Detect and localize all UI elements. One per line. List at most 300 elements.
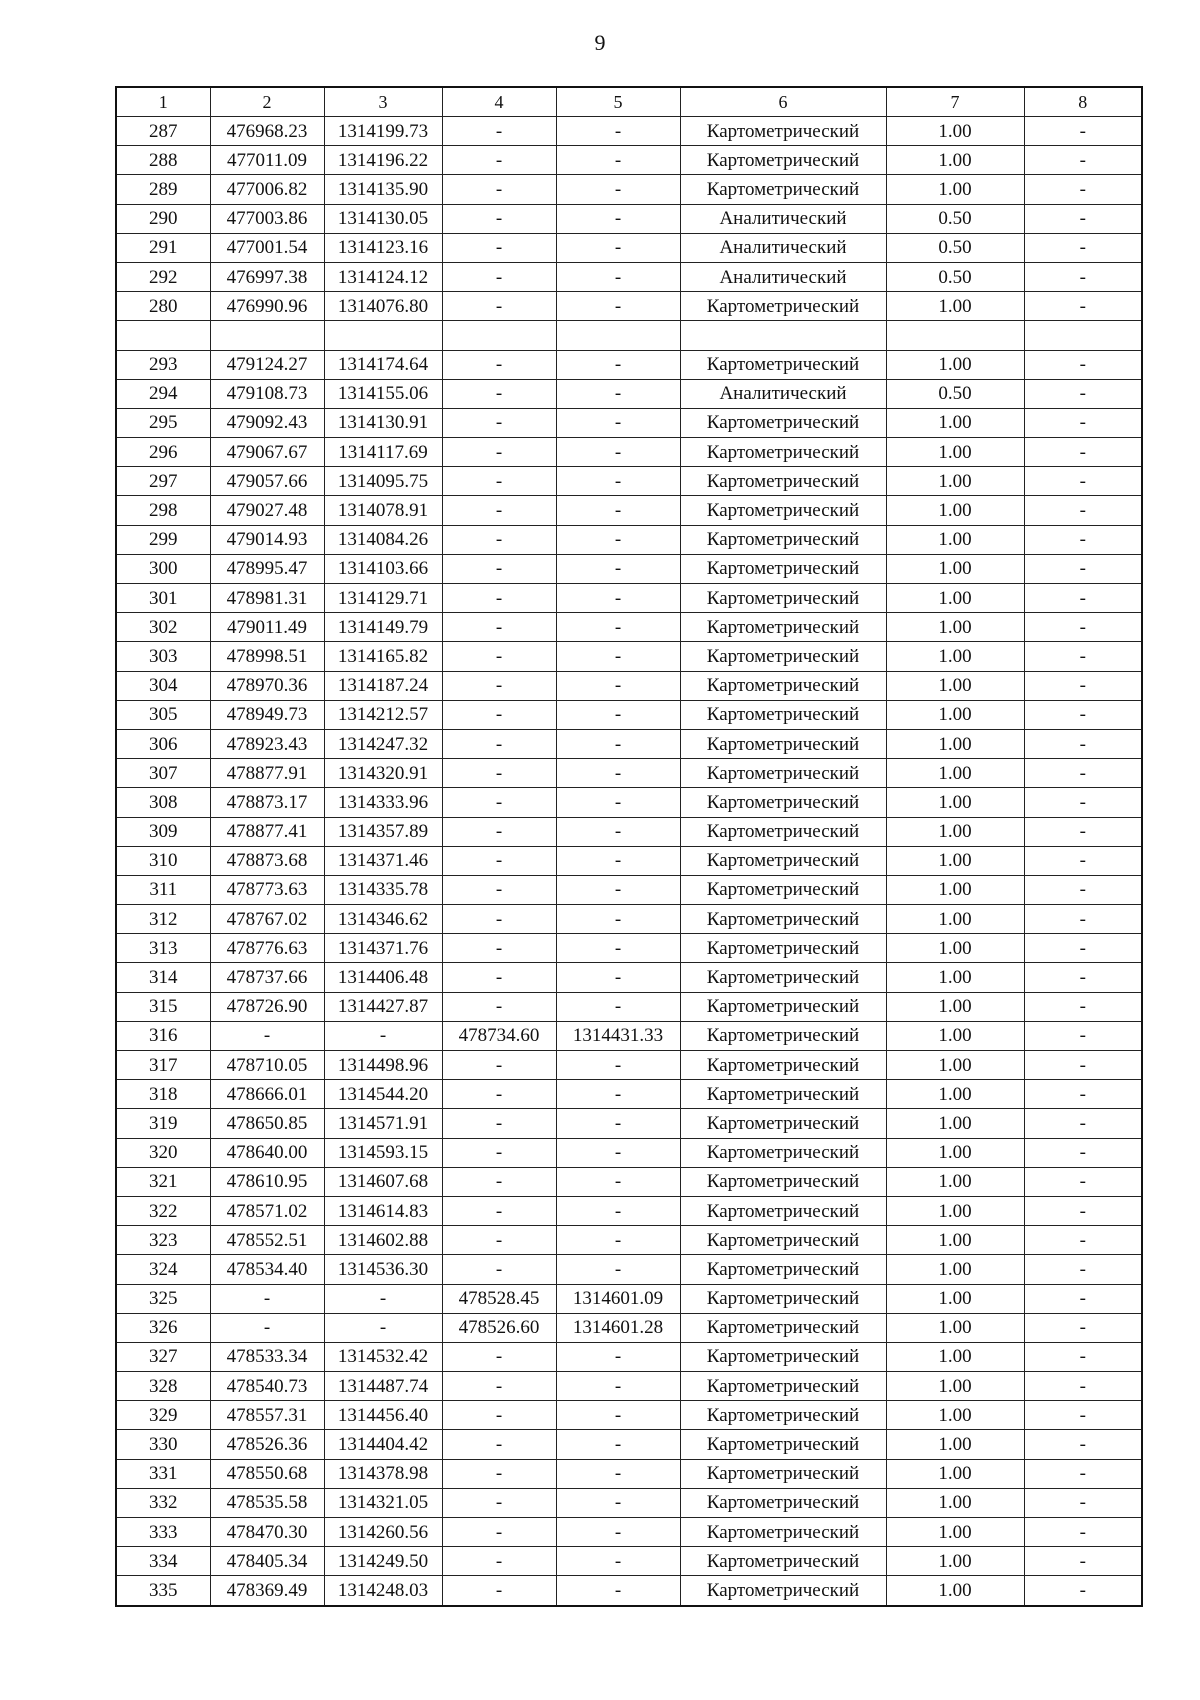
new-y-coordinate-cell: - (556, 1576, 680, 1606)
new-x-coordinate-cell: - (442, 846, 556, 875)
x-coordinate-cell: 478873.68 (210, 846, 324, 875)
new-y-coordinate-cell: - (556, 846, 680, 875)
description-cell: - (1024, 992, 1142, 1021)
x-coordinate-cell: 478970.36 (210, 671, 324, 700)
new-y-coordinate-cell: - (556, 1255, 680, 1284)
table-row (116, 467, 1142, 496)
point-number-cell: 327 (116, 1342, 210, 1371)
new-x-coordinate-cell: - (442, 1226, 556, 1255)
accuracy-cell: 1.00 (886, 1226, 1024, 1255)
description-cell: - (1024, 262, 1142, 291)
method-cell: Картометрический (680, 1313, 886, 1342)
column-header: 3 (324, 87, 442, 117)
new-y-coordinate-cell: - (556, 496, 680, 525)
new-x-coordinate-cell: - (442, 438, 556, 467)
description-cell: - (1024, 584, 1142, 613)
new-x-coordinate-cell: - (442, 788, 556, 817)
point-number-cell: 300 (116, 554, 210, 583)
column-header: 8 (1024, 87, 1142, 117)
accuracy-cell: 1.00 (886, 992, 1024, 1021)
x-coordinate-cell: 478640.00 (210, 1138, 324, 1167)
method-cell: Картометрический (680, 584, 886, 613)
point-number-cell: 296 (116, 438, 210, 467)
point-number-cell: 305 (116, 700, 210, 729)
point-number-cell: 292 (116, 262, 210, 291)
new-x-coordinate-cell: - (442, 584, 556, 613)
new-y-coordinate-cell: - (556, 204, 680, 233)
description-cell: - (1024, 350, 1142, 379)
accuracy-cell: 1.00 (886, 817, 1024, 846)
point-number-cell: 314 (116, 963, 210, 992)
accuracy-cell: 1.00 (886, 525, 1024, 554)
new-y-coordinate-cell: - (556, 1109, 680, 1138)
table-row (116, 934, 1142, 963)
method-cell: Картометрический (680, 1109, 886, 1138)
method-cell: Картометрический (680, 525, 886, 554)
new-y-coordinate-cell: - (556, 1167, 680, 1196)
description-cell: - (1024, 1021, 1142, 1050)
accuracy-cell: 1.00 (886, 1284, 1024, 1313)
y-coordinate-cell: 1314406.48 (324, 963, 442, 992)
x-coordinate-cell: 478470.30 (210, 1518, 324, 1547)
point-number-cell: 321 (116, 1167, 210, 1196)
new-x-coordinate-cell: - (442, 1372, 556, 1401)
table-row (116, 525, 1142, 554)
new-y-coordinate-cell: - (556, 642, 680, 671)
new-y-coordinate-cell: - (556, 1430, 680, 1459)
new-x-coordinate-cell: - (442, 905, 556, 934)
x-coordinate-cell: 479124.27 (210, 350, 324, 379)
table-row (116, 963, 1142, 992)
description-cell: - (1024, 613, 1142, 642)
x-coordinate-cell: 478369.49 (210, 1576, 324, 1606)
description-cell: - (1024, 934, 1142, 963)
x-coordinate-cell: 478540.73 (210, 1372, 324, 1401)
point-number-cell: 289 (116, 175, 210, 204)
accuracy-cell: 1.00 (886, 1372, 1024, 1401)
new-x-coordinate-cell: - (442, 1547, 556, 1576)
method-cell: Аналитический (680, 379, 886, 408)
description-cell: - (1024, 700, 1142, 729)
new-x-coordinate-cell: 478526.60 (442, 1313, 556, 1342)
method-cell: Аналитический (680, 233, 886, 262)
new-x-coordinate-cell: - (442, 1167, 556, 1196)
table-row (116, 846, 1142, 875)
description-cell: - (1024, 905, 1142, 934)
description-cell: - (1024, 759, 1142, 788)
accuracy-cell: 0.50 (886, 262, 1024, 291)
method-cell: Картометрический (680, 1459, 886, 1488)
description-cell: - (1024, 1430, 1142, 1459)
point-number-cell: 303 (116, 642, 210, 671)
point-number-cell: 280 (116, 292, 210, 321)
point-number-cell: 324 (116, 1255, 210, 1284)
x-coordinate-cell: 479014.93 (210, 525, 324, 554)
new-x-coordinate-cell: - (442, 1430, 556, 1459)
new-x-coordinate-cell: - (442, 1576, 556, 1606)
method-cell: Картометрический (680, 613, 886, 642)
description-cell: - (1024, 1518, 1142, 1547)
new-x-coordinate-cell: - (442, 262, 556, 291)
description-cell: - (1024, 146, 1142, 175)
accuracy-cell: 1.00 (886, 1167, 1024, 1196)
y-coordinate-cell: 1314487.74 (324, 1372, 442, 1401)
new-y-coordinate-cell: - (556, 788, 680, 817)
new-y-coordinate-cell: - (556, 1518, 680, 1547)
y-coordinate-cell: 1314593.15 (324, 1138, 442, 1167)
y-coordinate-cell: 1314607.68 (324, 1167, 442, 1196)
new-y-coordinate-cell: - (556, 525, 680, 554)
point-number-cell: 322 (116, 1196, 210, 1225)
new-x-coordinate-cell: - (442, 1138, 556, 1167)
x-coordinate-cell: 478526.36 (210, 1430, 324, 1459)
point-number-cell: 309 (116, 817, 210, 846)
coordinates-table (115, 86, 1143, 1607)
method-cell: Картометрический (680, 146, 886, 175)
description-cell: - (1024, 875, 1142, 904)
accuracy-cell: 1.00 (886, 1547, 1024, 1576)
y-coordinate-cell: 1314260.56 (324, 1518, 442, 1547)
y-coordinate-cell: 1314135.90 (324, 175, 442, 204)
new-x-coordinate-cell: - (442, 992, 556, 1021)
description-cell: - (1024, 292, 1142, 321)
new-x-coordinate-cell: - (442, 1051, 556, 1080)
new-x-coordinate-cell: - (442, 379, 556, 408)
new-x-coordinate-cell: - (442, 934, 556, 963)
new-y-coordinate-cell: - (556, 700, 680, 729)
accuracy-cell: 1.00 (886, 1255, 1024, 1284)
new-y-coordinate-cell: - (556, 233, 680, 262)
y-coordinate-cell: 1314249.50 (324, 1547, 442, 1576)
accuracy-cell: 1.00 (886, 613, 1024, 642)
method-cell: Картометрический (680, 1167, 886, 1196)
x-coordinate-cell: 478552.51 (210, 1226, 324, 1255)
new-x-coordinate-cell: - (442, 467, 556, 496)
y-coordinate-cell: 1314614.83 (324, 1196, 442, 1225)
method-cell: Картометрический (680, 1372, 886, 1401)
new-x-coordinate-cell: - (442, 671, 556, 700)
y-coordinate-cell: 1314212.57 (324, 700, 442, 729)
table-row (116, 292, 1142, 321)
point-number-cell: 290 (116, 204, 210, 233)
method-cell: Картометрический (680, 992, 886, 1021)
y-coordinate-cell: - (324, 1021, 442, 1050)
new-y-coordinate-cell: - (556, 262, 680, 291)
description-cell: - (1024, 525, 1142, 554)
table-row (116, 408, 1142, 437)
accuracy-cell: 1.00 (886, 1138, 1024, 1167)
x-coordinate-cell: 476997.38 (210, 262, 324, 291)
x-coordinate-cell: 478610.95 (210, 1167, 324, 1196)
x-coordinate-cell: 476968.23 (210, 117, 324, 146)
y-coordinate-cell (324, 321, 442, 350)
point-number-cell: 332 (116, 1488, 210, 1517)
method-cell: Картометрический (680, 817, 886, 846)
table-row (116, 729, 1142, 758)
y-coordinate-cell: 1314498.96 (324, 1051, 442, 1080)
accuracy-cell: 1.00 (886, 496, 1024, 525)
point-number-cell: 288 (116, 146, 210, 175)
table-row (116, 1167, 1142, 1196)
x-coordinate-cell: 479011.49 (210, 613, 324, 642)
x-coordinate-cell: 478773.63 (210, 875, 324, 904)
method-cell: Картометрический (680, 408, 886, 437)
accuracy-cell: 1.00 (886, 467, 1024, 496)
table-row (116, 1051, 1142, 1080)
description-cell: - (1024, 1284, 1142, 1313)
new-x-coordinate-cell: - (442, 963, 556, 992)
method-cell: Картометрический (680, 1518, 886, 1547)
accuracy-cell: 1.00 (886, 438, 1024, 467)
new-y-coordinate-cell: 1314601.09 (556, 1284, 680, 1313)
point-number-cell: 307 (116, 759, 210, 788)
accuracy-cell: 1.00 (886, 292, 1024, 321)
y-coordinate-cell: 1314456.40 (324, 1401, 442, 1430)
x-coordinate-cell: 478776.63 (210, 934, 324, 963)
y-coordinate-cell: 1314571.91 (324, 1109, 442, 1138)
y-coordinate-cell: 1314321.05 (324, 1488, 442, 1517)
point-number-cell: 326 (116, 1313, 210, 1342)
accuracy-cell: 1.00 (886, 117, 1024, 146)
y-coordinate-cell: 1314248.03 (324, 1576, 442, 1606)
new-y-coordinate-cell: - (556, 467, 680, 496)
accuracy-cell: 1.00 (886, 875, 1024, 904)
x-coordinate-cell: 478998.51 (210, 642, 324, 671)
accuracy-cell: 1.00 (886, 846, 1024, 875)
x-coordinate-cell: 479027.48 (210, 496, 324, 525)
new-y-coordinate-cell: - (556, 1196, 680, 1225)
x-coordinate-cell: 478710.05 (210, 1051, 324, 1080)
point-number-cell: 320 (116, 1138, 210, 1167)
description-cell: - (1024, 1401, 1142, 1430)
description-cell: - (1024, 554, 1142, 583)
new-x-coordinate-cell: - (442, 1401, 556, 1430)
y-coordinate-cell: 1314149.79 (324, 613, 442, 642)
new-y-coordinate-cell: - (556, 613, 680, 642)
point-number-cell: 310 (116, 846, 210, 875)
method-cell: Аналитический (680, 204, 886, 233)
table-row (116, 1255, 1142, 1284)
description-cell: - (1024, 1196, 1142, 1225)
table-row (116, 321, 1142, 350)
new-y-coordinate-cell: - (556, 292, 680, 321)
point-number-cell: 308 (116, 788, 210, 817)
description-cell: - (1024, 1255, 1142, 1284)
new-y-coordinate-cell: - (556, 1459, 680, 1488)
description-cell: - (1024, 1488, 1142, 1517)
point-number-cell: 333 (116, 1518, 210, 1547)
table-row (116, 117, 1142, 146)
description-cell: - (1024, 846, 1142, 875)
x-coordinate-cell: 478981.31 (210, 584, 324, 613)
description-cell: - (1024, 1167, 1142, 1196)
method-cell: Картометрический (680, 1080, 886, 1109)
x-coordinate-cell: - (210, 1313, 324, 1342)
x-coordinate-cell: 478550.68 (210, 1459, 324, 1488)
point-number-cell: 311 (116, 875, 210, 904)
table-row (116, 438, 1142, 467)
y-coordinate-cell: 1314335.78 (324, 875, 442, 904)
point-number-cell: 298 (116, 496, 210, 525)
description-cell: - (1024, 1080, 1142, 1109)
method-cell: Картометрический (680, 1430, 886, 1459)
new-y-coordinate-cell: - (556, 175, 680, 204)
new-y-coordinate-cell: - (556, 1342, 680, 1371)
new-y-coordinate-cell: - (556, 1401, 680, 1430)
description-cell: - (1024, 1138, 1142, 1167)
point-number-cell: 329 (116, 1401, 210, 1430)
accuracy-cell: 1.00 (886, 1488, 1024, 1517)
point-number-cell: 330 (116, 1430, 210, 1459)
x-coordinate-cell (210, 321, 324, 350)
method-cell: Картометрический (680, 642, 886, 671)
method-cell: Картометрический (680, 1021, 886, 1050)
table-header-row (116, 87, 1142, 117)
method-cell: Картометрический (680, 934, 886, 963)
point-number-cell: 304 (116, 671, 210, 700)
description-cell: - (1024, 817, 1142, 846)
new-y-coordinate-cell: - (556, 1547, 680, 1576)
accuracy-cell: 1.00 (886, 146, 1024, 175)
description-cell: - (1024, 1051, 1142, 1080)
table-row (116, 1284, 1142, 1313)
y-coordinate-cell: 1314196.22 (324, 146, 442, 175)
new-y-coordinate-cell: - (556, 379, 680, 408)
x-coordinate-cell: 478535.58 (210, 1488, 324, 1517)
new-x-coordinate-cell: - (442, 1518, 556, 1547)
accuracy-cell: 0.50 (886, 379, 1024, 408)
description-cell: - (1024, 788, 1142, 817)
description-cell: - (1024, 1313, 1142, 1342)
method-cell: Картометрический (680, 729, 886, 758)
x-coordinate-cell: 478534.40 (210, 1255, 324, 1284)
y-coordinate-cell: 1314155.06 (324, 379, 442, 408)
column-header: 1 (116, 87, 210, 117)
description-cell: - (1024, 1109, 1142, 1138)
column-header: 6 (680, 87, 886, 117)
table-row (116, 1401, 1142, 1430)
point-number-cell: 313 (116, 934, 210, 963)
description-cell: - (1024, 642, 1142, 671)
point-number-cell: 334 (116, 1547, 210, 1576)
table-row (116, 1488, 1142, 1517)
accuracy-cell: 1.00 (886, 1051, 1024, 1080)
new-x-coordinate-cell: - (442, 350, 556, 379)
new-x-coordinate-cell: - (442, 613, 556, 642)
method-cell: Картометрический (680, 438, 886, 467)
x-coordinate-cell: 478666.01 (210, 1080, 324, 1109)
y-coordinate-cell: 1314199.73 (324, 117, 442, 146)
x-coordinate-cell: 479108.73 (210, 379, 324, 408)
method-cell: Картометрический (680, 1051, 886, 1080)
x-coordinate-cell: 478877.41 (210, 817, 324, 846)
method-cell: Картометрический (680, 788, 886, 817)
y-coordinate-cell: 1314544.20 (324, 1080, 442, 1109)
table-row (116, 233, 1142, 262)
y-coordinate-cell: 1314124.12 (324, 262, 442, 291)
table-row (116, 905, 1142, 934)
table-row (116, 175, 1142, 204)
accuracy-cell: 1.00 (886, 700, 1024, 729)
y-coordinate-cell: 1314371.76 (324, 934, 442, 963)
new-y-coordinate-cell: - (556, 1226, 680, 1255)
x-coordinate-cell: 479092.43 (210, 408, 324, 437)
new-x-coordinate-cell: - (442, 408, 556, 437)
new-x-coordinate-cell: - (442, 204, 556, 233)
column-header: 2 (210, 87, 324, 117)
x-coordinate-cell: 478923.43 (210, 729, 324, 758)
new-y-coordinate-cell: - (556, 146, 680, 175)
description-cell: - (1024, 379, 1142, 408)
point-number-cell: 287 (116, 117, 210, 146)
method-cell: Картометрический (680, 759, 886, 788)
method-cell: Картометрический (680, 1138, 886, 1167)
table-row (116, 1080, 1142, 1109)
new-x-coordinate-cell: - (442, 1488, 556, 1517)
accuracy-cell: 1.00 (886, 584, 1024, 613)
method-cell: Картометрический (680, 554, 886, 583)
method-cell: Картометрический (680, 846, 886, 875)
accuracy-cell: 1.00 (886, 788, 1024, 817)
method-cell: Картометрический (680, 963, 886, 992)
table-row (116, 1342, 1142, 1371)
y-coordinate-cell: 1314123.16 (324, 233, 442, 262)
y-coordinate-cell: 1314532.42 (324, 1342, 442, 1371)
new-x-coordinate-cell: - (442, 117, 556, 146)
table-body (116, 117, 1142, 1606)
method-cell: Картометрический (680, 1576, 886, 1606)
accuracy-cell: 1.00 (886, 934, 1024, 963)
accuracy-cell: 0.50 (886, 233, 1024, 262)
description-cell: - (1024, 729, 1142, 758)
point-number-cell: 318 (116, 1080, 210, 1109)
description-cell: - (1024, 1576, 1142, 1606)
x-coordinate-cell: 478405.34 (210, 1547, 324, 1576)
y-coordinate-cell: 1314076.80 (324, 292, 442, 321)
method-cell: Картометрический (680, 117, 886, 146)
x-coordinate-cell: 477006.82 (210, 175, 324, 204)
new-y-coordinate-cell: 1314431.33 (556, 1021, 680, 1050)
new-y-coordinate-cell: - (556, 671, 680, 700)
accuracy-cell: 1.00 (886, 1342, 1024, 1371)
y-coordinate-cell: 1314130.05 (324, 204, 442, 233)
accuracy-cell: 1.00 (886, 1518, 1024, 1547)
description-cell: - (1024, 1342, 1142, 1371)
table-row (116, 671, 1142, 700)
x-coordinate-cell: 478557.31 (210, 1401, 324, 1430)
accuracy-cell: 1.00 (886, 554, 1024, 583)
description-cell (1024, 321, 1142, 350)
method-cell: Картометрический (680, 1401, 886, 1430)
new-y-coordinate-cell: - (556, 934, 680, 963)
method-cell: Картометрический (680, 496, 886, 525)
description-cell: - (1024, 117, 1142, 146)
method-cell: Картометрический (680, 175, 886, 204)
new-y-coordinate-cell: - (556, 817, 680, 846)
new-y-coordinate-cell: - (556, 1138, 680, 1167)
accuracy-cell: 1.00 (886, 642, 1024, 671)
new-y-coordinate-cell: - (556, 759, 680, 788)
y-coordinate-cell: 1314320.91 (324, 759, 442, 788)
accuracy-cell: 1.00 (886, 671, 1024, 700)
method-cell: Картометрический (680, 292, 886, 321)
y-coordinate-cell: 1314371.46 (324, 846, 442, 875)
point-number-cell: 291 (116, 233, 210, 262)
point-number-cell: 297 (116, 467, 210, 496)
new-y-coordinate-cell: - (556, 875, 680, 904)
page-number: 9 (594, 30, 606, 55)
table-row (116, 146, 1142, 175)
